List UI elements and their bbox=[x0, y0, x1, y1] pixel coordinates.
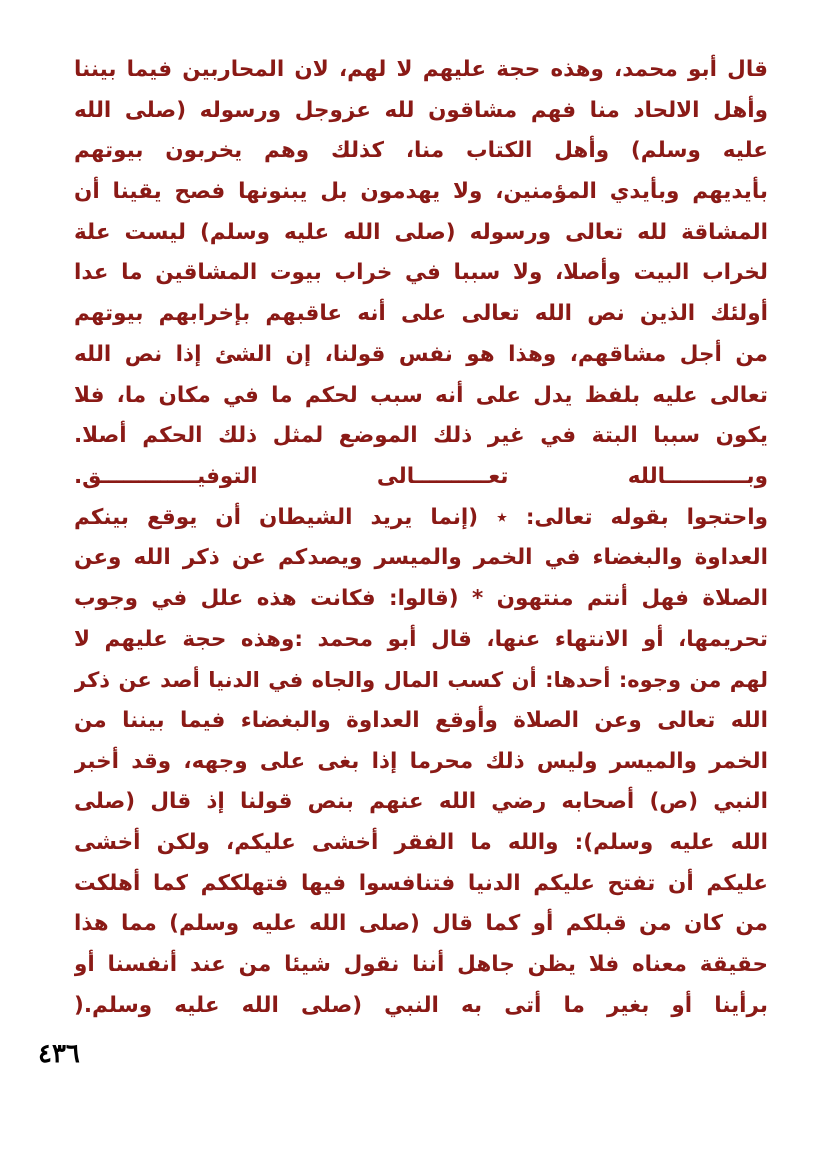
text-line-12: واحتجوا بقوله تعالى: ٭ (إنما يريد الشيطان أن يوقع بينكم bbox=[74, 504, 768, 530]
text-line-8: من أجل مشاقهم، وهذا هو نفس قولنا، إن الشئ إذا نص الله bbox=[74, 341, 768, 367]
text-line-10: يكون سببا البتة في غير ذلك الموضع لمثل ذلك الحكم أصلا. bbox=[74, 423, 768, 449]
text-line-1: قال أبو محمد، وهذه حجة عليهم لا لهم، لان المحاربين فيما بيننا bbox=[74, 57, 768, 82]
text-line-23: حقيقة معناه فلا يظن جاهل أننا نقول شيئا من عند أنفسنا أو bbox=[74, 952, 768, 978]
text-line-4: بأيديهم وبأيدي المؤمنين، ولا يهدمون بل يبنونها فصح يقينا أن bbox=[74, 179, 768, 205]
text-line-11: وبـــــــــــالله تعــــــــــالى التوفيـــــــــــــق. bbox=[74, 463, 768, 489]
text-line-20: الله عليه وسلم): والله ما الفقر أخشى عليكم، ولكن أخشى bbox=[74, 830, 768, 856]
text-line-22: من كان من قبلكم أو كما قال (صلى الله عليه وسلم) مما هذا bbox=[74, 911, 768, 937]
text-line-24: برأينا أو بغير ما أتى به النبي (صلى الله عليه وسلم.( bbox=[74, 992, 768, 1018]
text-line-6: لخراب البيت وأصلا، ولا سببا في خراب بيوت المشاقين ما عدا bbox=[74, 260, 768, 286]
text-line-19: النبي (ص) أصحابه رضي الله عنهم بنص قولنا إذ قال (صلى bbox=[74, 789, 768, 815]
text-line-9: تعالى عليه بلفظ يدل على أنه سبب لحكم ما في مكان ما، فلا bbox=[74, 382, 768, 408]
text-line-18: الخمر والميسر وليس ذلك محرما إذا بغى على وجهه، وقد أخبر bbox=[74, 748, 768, 774]
body-text bbox=[74, 50, 768, 1027]
text-line-16: لهم من وجوه: أحدها: أن كسب المال والجاه في الدنيا أصد عن ذكر bbox=[74, 668, 768, 693]
page-number: ٤٣٦ bbox=[38, 1039, 80, 1069]
text-line-7: أولئك الذين نص الله تعالى على أنه عاقبهم بإخرابهم بيوتهم bbox=[74, 301, 768, 327]
text-line-5: المشاقة لله تعالى ورسوله (صلى الله عليه وسلم) ليست علة bbox=[74, 219, 768, 245]
text-line-3: عليه وسلم) وأهل الكتاب منا، كذلك وهم يخربون بيوتهم bbox=[74, 138, 768, 164]
text-line-17: الله تعالى وعن الصلاة وأوقع العداوة والبغضاء فيما بيننا من bbox=[74, 708, 768, 733]
text-line-21: عليكم أن تفتح عليكم الدنيا فتنافسوا فيها فتهلككم كما أهلكت bbox=[74, 870, 768, 896]
text-line-13: العداوة والبغضاء في الخمر والميسر ويصدكم عن ذكر الله وعن bbox=[74, 545, 768, 571]
text-line-2: وأهل الالحاد منا فهم مشاقون لله عزوجل ورسوله (صلى الله bbox=[74, 97, 768, 123]
text-line-15: تحريمها، أو الانتهاء عنها، قال أبو محمد :وهذه حجة عليهم لا bbox=[74, 626, 768, 652]
text-line-14: الصلاة فهل أنتم منتهون * (قالوا: فكانت هذه علل في وجوب bbox=[74, 585, 768, 611]
